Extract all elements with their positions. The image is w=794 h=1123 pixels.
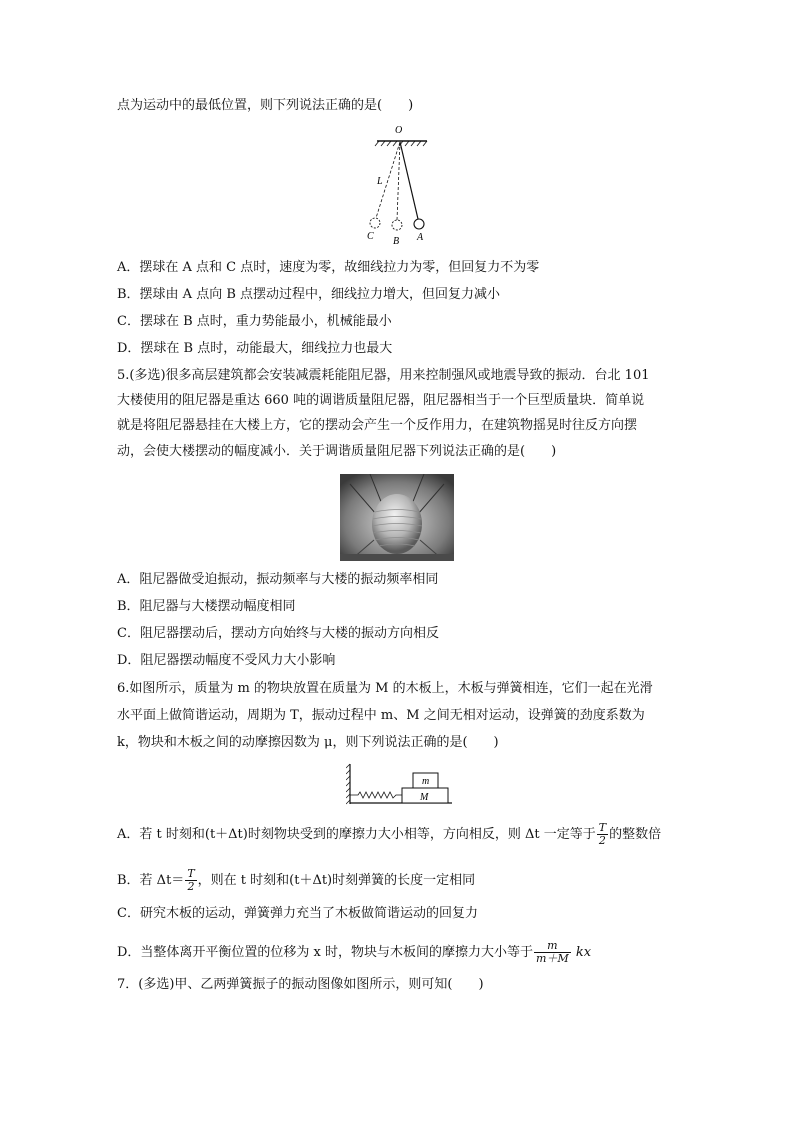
label-l: L xyxy=(377,176,383,187)
q7-stem-line: 7．(多选)甲、乙两弹簧振子的振动图像如图所示，则可知( ) xyxy=(117,977,484,992)
q5-option-c: C．阻尼器摆动后，摆动方向始终与大楼的振动方向相反 xyxy=(117,626,439,641)
spring-block-figure xyxy=(346,760,454,808)
q4-option-c: C．摆球在 B 点时，重力势能最小，机械能最小 xyxy=(117,314,392,329)
q6-option-d-tail: kx xyxy=(575,945,592,960)
q6-stem-line-1: 6.如图所示，质量为 m 的物块放置在质量为 M 的木板上，木板与弹簧相连，它们一起在光滑 xyxy=(117,681,653,696)
spring xyxy=(350,792,402,798)
label-c: C xyxy=(367,231,374,242)
label-a: A xyxy=(417,232,424,243)
q6-option-a xyxy=(117,822,661,847)
q6-option-a-tail: 的整数倍 xyxy=(609,827,662,842)
q6-option-a-text: A．若 t 时刻和(t＋Δt)时刻物块受到的摩擦力大小相等，方向相反，则 Δt 一定等于 xyxy=(117,827,596,842)
label-M: M xyxy=(420,792,429,803)
q6-stem-line-2: 水平面上做简谐运动，周期为 T，振动过程中 m、M 之间无相对运动，设弹簧的劲度系数为 xyxy=(117,708,645,723)
q6-stem-line-3: k，物块和木板之间的动摩擦因数为 μ，则下列说法正确的是( ) xyxy=(117,735,499,750)
label-o: O xyxy=(395,125,403,136)
q6-option-c: C．研究木板的运动，弹簧弹力充当了木板做简谐运动的回复力 xyxy=(117,906,478,921)
label-m: m xyxy=(422,776,430,787)
ball-c xyxy=(370,218,380,228)
q4-option-d: D．摆球在 B 点时，动能最大，细线拉力也最大 xyxy=(117,341,393,356)
label-b: B xyxy=(393,236,400,247)
q5-option-d: D．阻尼器摆动幅度不受风力大小影响 xyxy=(117,653,336,668)
q5-stem-line-4: 动，会使大楼摆动的幅度减小．关于调谐质量阻尼器下列说法正确的是( ) xyxy=(117,444,557,459)
q6-option-b-text: B．若 Δt＝ xyxy=(117,873,185,888)
q6-option-d xyxy=(117,940,591,965)
ball-b xyxy=(392,220,402,230)
damper-photo xyxy=(340,474,454,561)
q6-option-b-tail: ，则在 t 时刻和(t＋Δt)时刻弹簧的长度一定相同 xyxy=(197,873,476,888)
q6-option-d-text: D．当整体离开平衡位置的位移为 x 时，物块与木板间的摩擦力大小等于 xyxy=(117,945,534,960)
ball-a xyxy=(414,219,424,229)
q5-stem-line-2: 大楼使用的阻尼器是重达 660 吨的调谐质量阻尼器，阻尼器相当于一个巨型质量块．简单说 xyxy=(117,393,645,408)
q4-option-b: B．摆球由 A 点向 B 点摆动过程中，细线拉力增大，但回复力减小 xyxy=(117,287,501,302)
q5-stem-line-3: 就是将阻尼器悬挂在大楼上方，它的摆动会产生一个反作用力，在建筑物摇晃时往反方向摆 xyxy=(117,418,638,433)
q6-option-b xyxy=(117,868,475,893)
q4-option-a: A．摆球在 A 点和 C 点时，速度为零，故细线拉力为零，但回复力不为零 xyxy=(117,260,540,275)
q5-option-a: A．阻尼器做受迫振动，振动频率与大楼的振动频率相同 xyxy=(117,572,439,587)
pendulum-figure xyxy=(345,120,455,250)
q4-intro-line: 点为运动中的最低位置，则下列说法正确的是( ) xyxy=(117,98,414,113)
fraction-t-over-2: $\frac{T}{2}$ xyxy=(598,821,607,847)
fraction-t-over-2-b: $\frac{T}{2}$ xyxy=(187,867,195,893)
q5-stem-line-1: 5.(多选)很多高层建筑都会安装减震耗能阻尼器，用来控制强风或地震导致的振动．台北 101 xyxy=(117,368,650,383)
q5-option-b: B．阻尼器与大楼摆动幅度相同 xyxy=(117,599,296,614)
fraction-m-over-mM: $\frac{m}{m+M}$ xyxy=(536,939,569,965)
